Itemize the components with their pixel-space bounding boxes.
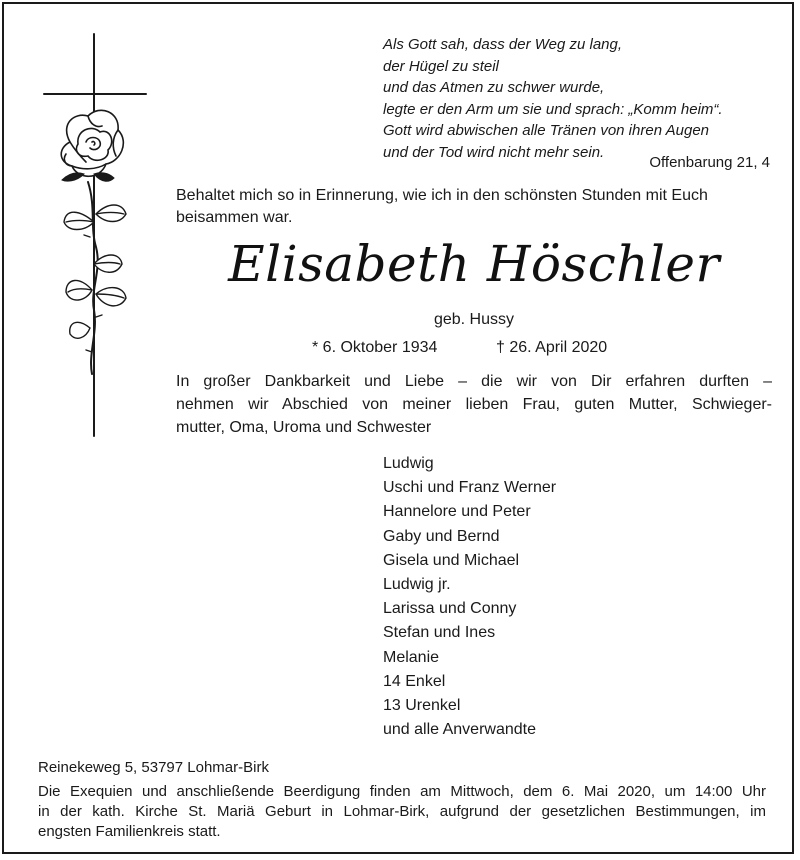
death-date: † 26. April 2020	[496, 339, 608, 356]
mourner-item: Hannelore und Peter	[383, 503, 531, 521]
mourner-item: Gisela und Michael	[383, 551, 520, 569]
farewell-line: mutter, Oma, Uroma und Schwester	[176, 419, 432, 436]
birth-date: * 6. Oktober 1934	[312, 339, 438, 356]
verse-line: Als Gott sah, dass der Weg zu lang,	[383, 36, 623, 53]
service-line: engsten Familienkreis statt.	[38, 823, 221, 840]
mourner-item: Ludwig	[383, 455, 434, 472]
mourner-item: Stefan und Ines	[383, 624, 496, 642]
farewell-line: In großer Dankbarkeit und Liebe – die wir von Dir erfahren durften –	[176, 373, 772, 390]
verse-source: Offenbarung 21, 4	[649, 154, 770, 171]
verse-line: legte er den Arm um sie und sprach: „Komm heim“.	[383, 100, 723, 118]
mourner-item: Larissa und Conny	[383, 600, 517, 618]
mourner-item: 13 Urenkel	[383, 697, 461, 715]
mourner-item: und alle Anverwandte	[383, 721, 536, 739]
service-line: Die Exequien und anschließende Beerdigung finden am Mittwoch, dem 6. Mai 2020, um 14:00 Uhr	[38, 783, 766, 800]
service-line: in der kath. Kirche St. Mariä Geburt in Lohmar-Birk, aufgrund der gesetzlichen Bestimmungen, im	[38, 803, 766, 820]
family-address: Reinekeweg 5, 53797 Lohmar-Birk	[38, 759, 269, 776]
mourners-list	[383, 452, 556, 742]
farewell-line: nehmen wir Abschied von meiner lieben Frau, guten Mutter, Schwieger-	[176, 396, 772, 413]
deceased-name: Elisabeth Höschler	[228, 235, 720, 293]
mourner-item: Gaby und Bernd	[383, 527, 500, 545]
mourner-item: Melanie	[383, 648, 440, 666]
remember-text: Behaltet mich so in Erinnerung, wie ich in den schönsten Stunden mit Euch beisammen war.	[176, 187, 708, 226]
mourner-item: 14 Enkel	[383, 672, 446, 690]
verse-line: und der Tod wird nicht mehr sein.	[383, 143, 605, 161]
service-info	[38, 782, 766, 842]
verse-line: Gott wird abwischen alle Tränen von ihren Augen	[383, 122, 710, 139]
birth-name: geb. Hussy	[433, 311, 515, 328]
bible-verse	[383, 34, 768, 163]
mourner-item: Ludwig jr.	[383, 576, 451, 594]
verse-line: der Hügel zu steil	[383, 57, 499, 75]
cross-with-rose-icon	[30, 32, 160, 442]
rose-flower	[61, 110, 123, 176]
verse-line: und das Atmen zu schwer wurde,	[383, 79, 605, 96]
farewell-text	[176, 370, 772, 439]
mourner-item: Uschi und Franz Werner	[383, 479, 557, 497]
